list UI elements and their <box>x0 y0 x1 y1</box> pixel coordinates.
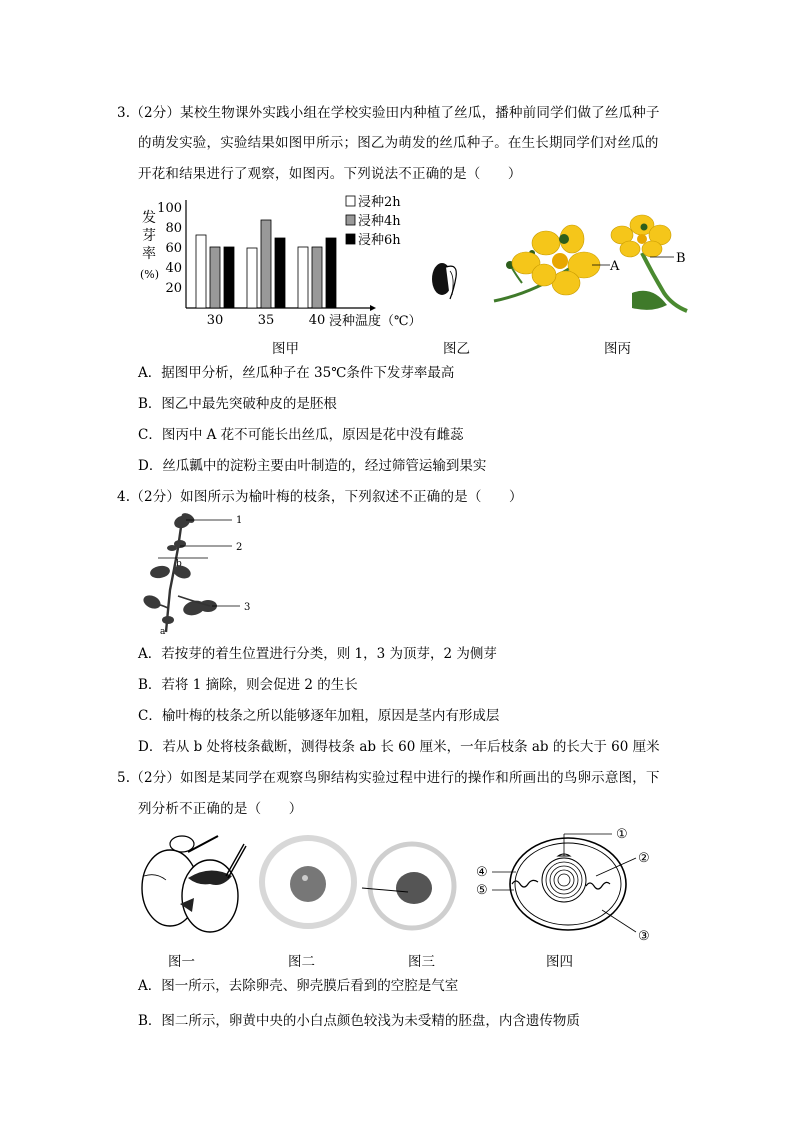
chart-x-tick-label: 40 <box>308 313 326 328</box>
q4-stem-line-1: 4.（2分）如图所示为榆叶梅的枝条，下列叙述不正确的是（ ） <box>117 489 523 505</box>
chart-bar <box>224 247 234 308</box>
q3-option-b: B．图乙中最先突破种皮的是胚根 <box>138 396 337 412</box>
chart-legend-swatch <box>346 234 355 244</box>
chart-bar <box>312 247 322 308</box>
chart-legend-label: 浸种2h <box>358 195 401 210</box>
q4-option-c: C．榆叶梅的枝条之所以能够逐年加粗，原因是茎内有形成层 <box>138 708 500 724</box>
caption-fig-3: 图三 <box>408 954 435 970</box>
flower-label-b: B <box>676 251 686 266</box>
q4-option-b: B．若将 1 摘除，则会促进 2 的生长 <box>138 677 358 693</box>
branch-label-2: 2 <box>236 542 243 553</box>
q5-stem-line-2: 列分析不正确的是（ ） <box>138 801 303 817</box>
chart-legend-label: 浸种4h <box>358 214 401 229</box>
egg-label-1: ① <box>616 827 628 842</box>
chart-y-tick-label: 80 <box>165 221 182 236</box>
caption-fig-jia: 图甲 <box>272 341 299 357</box>
q5-option-b: B．图二所示，卵黄中央的小白点颜色较浅为未受精的胚盘，内含遗传物质 <box>138 1013 580 1029</box>
chart-y-label-char: 率 <box>142 246 156 262</box>
germinating-seed-figure <box>428 255 468 305</box>
chart-y-tick-label: 20 <box>165 281 182 296</box>
chart-bar <box>275 238 285 308</box>
chart-legend-label: 浸种6h <box>358 233 401 248</box>
q3-stem-line-3: 开花和结果进行了观察，如图丙。下列说法不正确的是（ ） <box>138 166 522 182</box>
q3-option-c: C．图丙中 A 花不可能长出丝瓜，原因是花中没有雌蕊 <box>138 427 464 443</box>
chart-y-label-unit: (%) <box>140 268 160 281</box>
chart-y-tick-label: 40 <box>165 261 182 276</box>
chart-x-tick-label: 30 <box>206 313 224 328</box>
caption-fig-1: 图一 <box>168 954 195 970</box>
q5-option-a: A．图一所示，去除卵壳、卵壳膜后看到的空腔是气室 <box>138 978 459 994</box>
q3-stem-line-2: 的萌发实验，实验结果如图甲所示；图乙为萌发的丝瓜种子。在生长期同学们对丝瓜的 <box>138 135 659 151</box>
chart-bar <box>210 247 220 308</box>
egg-label-5: ⑤ <box>476 883 488 898</box>
chart-legend-swatch <box>346 196 355 206</box>
branch-label-a: a <box>160 627 166 637</box>
q3-option-d: D．丝瓜瓤中的淀粉主要由叶制造的，经过筛管运输到果实 <box>138 458 487 474</box>
egg-structure-diagram <box>472 820 672 950</box>
caption-fig-yi: 图乙 <box>443 341 470 357</box>
chart-bar <box>196 235 206 308</box>
chart-bar <box>261 220 271 308</box>
chart-y-tick-label: 100 <box>157 201 182 216</box>
q5-stem-line-1: 5.（2分）如图是某同学在观察鸟卵结构实验过程中进行的操作和所画出的鸟卵示意图，下 <box>117 770 660 786</box>
chart-bar <box>326 238 336 308</box>
caption-fig-4: 图四 <box>546 954 573 970</box>
chart-y-tick-label: 60 <box>165 241 182 256</box>
branch-label-1: 1 <box>236 515 243 526</box>
chart-y-label-char: 芽 <box>142 228 156 244</box>
egg-shell-removal-figure <box>136 828 256 940</box>
branch-label-b: b <box>176 559 182 569</box>
chart-bar <box>298 247 308 308</box>
q4-option-a: A．若按芽的着生位置进行分类，则 1，3 为顶芽，2 为侧芽 <box>138 646 497 662</box>
egg-yolk-pointer-figure <box>360 838 460 934</box>
egg-label-3: ③ <box>638 929 650 944</box>
chart-x-arrow <box>370 305 376 311</box>
q3-option-a: A．据图甲分析，丝瓜种子在 35℃条件下发芽率最高 <box>138 365 455 381</box>
flower-label-a: A <box>610 259 620 274</box>
q4-option-d: D．若从 b 处将枝条截断，测得枝条 ab 长 60 厘米，一年后枝条 ab 的长大于 60 厘米 <box>138 739 660 755</box>
chart-bar <box>247 248 257 308</box>
caption-fig-bing: 图丙 <box>604 341 631 357</box>
prunus-branch-figure <box>138 510 258 638</box>
chart-x-label: 浸种温度（℃） <box>329 314 422 329</box>
germination-bar-chart <box>138 192 428 337</box>
loofah-flower-figure <box>492 213 697 318</box>
egg-yolk-figure <box>258 834 358 930</box>
q3-stem-line-1: 3.（2分）某校生物课外实践小组在学校实验田内种植了丝瓜，播种前同学们做了丝瓜种子 <box>117 105 660 121</box>
chart-y-label-char: 发 <box>142 210 156 226</box>
chart-legend-swatch <box>346 215 355 225</box>
branch-label-3: 3 <box>244 602 251 613</box>
caption-fig-2: 图二 <box>288 954 315 970</box>
egg-label-2: ② <box>638 851 650 866</box>
chart-x-tick-label: 35 <box>257 313 275 328</box>
egg-label-4: ④ <box>476 865 488 880</box>
